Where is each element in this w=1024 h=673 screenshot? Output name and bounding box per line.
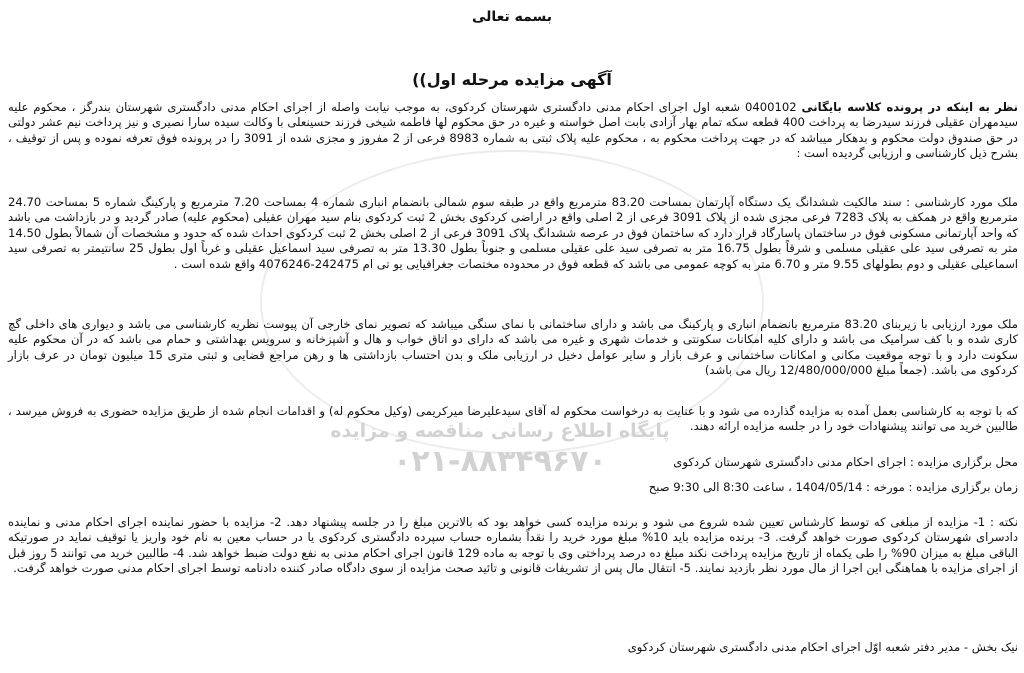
sale-paragraph: که با توجه به کارشناسی بعمل آمده به مزایده گذارده می شود و با عنایت به درخواست محکوم له آقای سیدعلیرضا میرکریمی (وکیل محکوم له) و اقدامات انجام شده از طریق مزایده حضوری به فروش میرسد ، طالبین خرید می توانند پیشنهادات خود را در جلسه مزایده ارائه دهند. — [8, 404, 1018, 434]
intro-text: 0400102 شعبه اول اجرای احکام مدنی دادگستری شهرستان کردکوی، به موجب نیابت واصله از اجرای احکام مدنی دادگستری شهرستان بندرگز ، محکوم علیه سیدمهران عقیلی فرزند سیدرضا به پرداخت 400 قطعه سکه تمام بهار آزادی بابت اصل خواسته و غیره در حق محکوم لها فاطمه شیخی فرزند حسینعلی با وکالت سیده سارا نصیری و نیز پرداخت نیم عشر دولتی در حق صندوق دولت محکوم و بدهکار میباشد که در جهت پرداخت محکوم به ، محکوم علیه پلاک ثبتی به شماره 8983 فرعی از 2 مفروز و مجزی شده از 3091 را در پرونده فوق تعرفه نموده و پس از توقیف ، بشرح ذیل کارشناسی و ارزیابی گردیده است : — [8, 100, 1018, 161]
intro-bold-text: نظر به اینکه در پرونده کلاسه بایگانی — [801, 100, 1018, 114]
auction-time: زمان برگزاری مزایده : مورخه : 1404/05/14 ، ساعت 8:30 الی 9:30 صبح — [648, 480, 1018, 494]
notice-title: آگهی مزایده مرحله اول)) — [412, 70, 612, 89]
watermark-text: پایگاه اطلاع رسانی مناقصه و مزایده — [330, 420, 670, 442]
valuation-paragraph — [8, 317, 1018, 379]
valuation-text: ملک مورد ارزیابی با زیربنای 83.20 مترمربع بانضمام انباری و پارکینگ می باشد و دارای ساختمانی با نمای سنگی میباشد که تصویر نمای خارجی آن پیوست نظریه کارشناسی می باشد و دیواری های داخلی گچ کاری شده و با کف سرامیک می باشد و دارای کلیه امکانات سکونتی و خدمات شهری و غیره می باشد که دارای دو اتاق خواب و هال و آشپزخانه و سرویس بهداشتی و حمام می باشد که در آن محکوم علیه سکونت دارد و با توجه موقعیت مکانی و امکانات ساختمانی و عرف بازار و سایر عوامل دخیل در ارزیابی ملک و بدن احتساب بازداشتی ها و رهن مراجع قضایی و ثبتی متری 15 میلیون تومان در عرف بازار کردکوی می باشد. — [8, 317, 1018, 378]
property-description: ملک مورد کارشناسی : سند مالکیت ششدانگ یک دستگاه آپارتمان بمساحت 83.20 مترمربع واقع در طبقه سوم شمالی بانضمام انباری شماره 4 بمساحت 7.20 مترمربع و پارکینگ شماره 5 بمساحت 24.70 مترمربع واقع در همکف به پلاک 7283 فرعی مجزی شده از پلاک 3091 فرعی از 2 اصلی واقع در اراضی کردکوی بخش 2 ثبت کردکوی بنام سید مهران عقیلی (محکوم علیه) صادر گردید و در بازداشت می باشد که واحد آپارتمانی مسکونی فوق در ساختمان پاسارگاد قرار دارد که ساختمان فوق در عرصه ششدانگ پلاک 3091 فرعی از 2 اصلی بخش 2 ثبت کردکوی احداث شده که حدود و مشخصات آن شمالاً بطول 14.50 متر به تصرفی سید علی عقیلی مسلمی و شرقاً بطول 16.75 متر به تصرفی سید علی عقیلی مسلمی و جنوباً بطول 13.30 متر به تصرفی سید اسماعیل عقیلی و غرباً اول بطول 25 سانتیمتر به تصرفی سید اسماعیلی عقیلی و دوم بطولهای 9.55 متر و 6.70 متر به کوچه عمومی می باشد که قطعه فوق در محدوده مختصات جغرافیایی یو تی ام 242475-4076246 واقع شده است . — [8, 195, 1019, 271]
valuation-total: (جمعاً مبلغ 12/480/000/000 ریال می باشد) — [704, 363, 931, 378]
auction-notes: نکته : 1- مزایده از مبلغی که توسط کارشناس تعیین شده شروع می شود و برنده مزایده کسی خواهد بود که بالاترین مبلغ را در جلسه پیشنهاد دهد. 2- مزایده با حضور نماینده اجرای احکام مدنی و نماینده دادسرای شهرستان کردکوی صورت خواهد گرفت. 3- برنده مزایده باید 10% مبلغ مورد خرید را نقداً بشماره حساب سپرده دادگستری کردکوی یا در حساب معین به نام خود واریز یا توقیف نماید در صورتیکه الباقی مبلغ به میزان 90% را طی یکماه از تاریخ مزایده پرداخت نکند مبلغ ده درصد پرداختی وی با توجه به ماده 129 قانون اجرای احکام مدنی به نفع دولت ضبط خواهد شد. 4- طالبین خرید می توانند 5 روز قبل از اجرای مزایده با هماهنگی این اجرا از مال مورد نظر بازدید نمایند. 5- انتقال مال پس از تشریفات قانونی و تائید صحت مزایده از سوی دادگاه صادر کننده دادنامه توسط اجرای احکام مدنی صورت خواهد گرفت. — [8, 515, 1019, 576]
intro-paragraph — [8, 100, 1018, 162]
watermark-phone: ۰۲۱-۸۸۳۴۹۶۷۰ — [393, 444, 607, 479]
auction-venue: محل برگزاری مزایده : اجرای احکام مدنی دادگستری شهرستان کردکوی — [673, 455, 1018, 469]
signature-line: نیک بخش - مدیر دفتر شعبه اوّل اجرای احکام مدنی دادگستری شهرستان کردکوی — [627, 640, 1018, 654]
basmala-heading: بسمه تعالی — [471, 9, 553, 25]
